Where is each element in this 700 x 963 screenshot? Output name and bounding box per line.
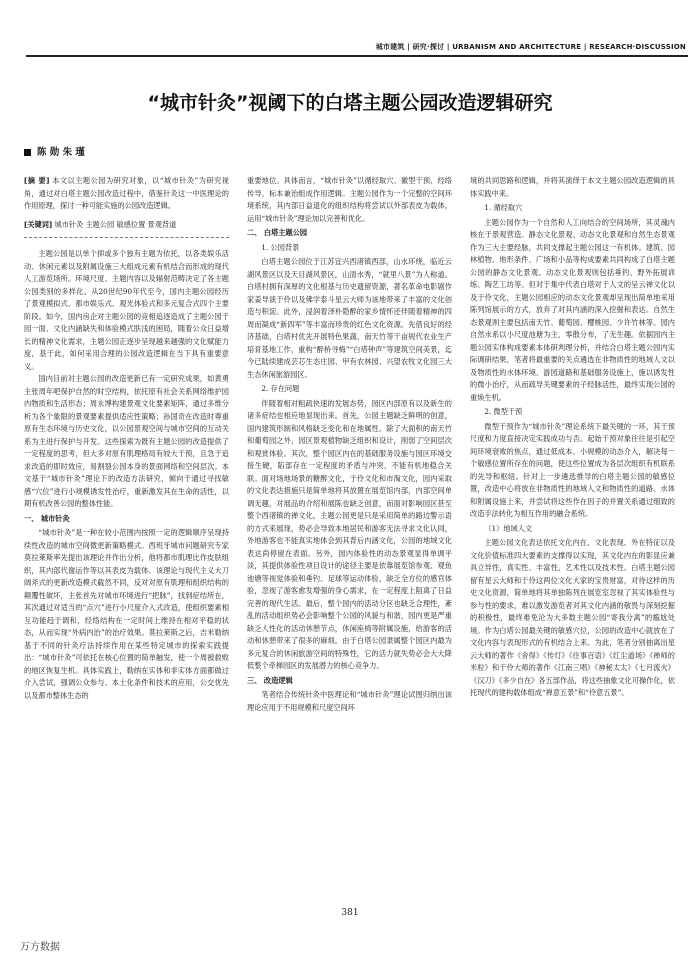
paragraph: 重要地位。具体而言，“城市针灸”以循经取穴、徽型干预、经络传导、标本兼治组成作用逻辑。主题公园作为一个完整的空间环境系统，其内部日益退化的组织结构将尝试以外部表皮为载体，运用“城市针灸”理论加以完善和优化。 bbox=[247, 176, 452, 223]
paragraph: 主题公园是以单个抑或多个独有主题为依托，以各类娱乐活动、休闲元素以及附属设施三大组成元素有机结合而形成的现代人工游览场所。环境尺度、主题内容以及辐射范畴决定了各主题公园类别的多样化。从20世纪90年代至今，国内主题公园经历了景观模拟式、都市娱乐式、观光体验式和多元复合式四个主要阶段。如今，国内房企对主题公园的竞相追逐造成了主题公园千园一面、文化内涵缺失和体验模式肤浅的困局，随着公众日益增长的精神文化需求，主题公园正逐步呈现越来越强的文化赋能力度，基于此，如何采用合理的公园改造逻辑在当下具有重要意义。 bbox=[24, 249, 229, 371]
square-bullet-icon bbox=[24, 149, 31, 156]
watermark: 万方数据 bbox=[20, 942, 60, 953]
keywords-text: 城市针灸 主题公园 敏感位置 景观背道 bbox=[54, 219, 177, 229]
subsection-heading: 2. 微型干预 bbox=[484, 407, 523, 416]
abstract-text: 本文以主题公园为研究对象，以“城市针灸”为研究视角，通过对白塔主题公园改造过程中，借鉴针灸这一中医理论的作用原理，探讨一种可能实施的公园改造逻辑。 bbox=[24, 176, 229, 210]
column-1 bbox=[24, 175, 229, 870]
paragraph: 微型干预作为“城市针灸”理论系统下最关键的一环，其干预尺度和力度直接决定实践成功与否。起始干预对象往往是引起空间环境衰败的焦点，通过低成本、小规模的动态介入，解决每一个敏感位置所存在的问题，使这些位置成为各层次组织有机联系的先导和枢纽。针对上一步遴选推导的白塔主题公园的敏感位置，改造中心将放在非物质性的地域人文和物质性的道路、水体和附属设施上来，并尝试将这些作在因子的并置关系通过细致的改造手法转化为相互作用的融合系统。 bbox=[470, 421, 675, 518]
abstract bbox=[24, 175, 229, 213]
header-rule bbox=[26, 55, 688, 57]
journal-header: 城市建筑 | 研究·探讨 | URBANISM AND ARCHITECTURE | RESEARCH·DISCUSSION bbox=[375, 43, 686, 51]
paragraph: 伴随着相对粗疏快速的发展态势，园区内部原有以及新生的诸多症结也相应地显现出来。首先，公园主题缺乏鲜明的创意，国内建筑形制和风格缺乏变化和在地属性。除了大面积的南天竹和葡萄园之外，园区景观植物缺乏组织和设计，削弱了空间层次和观赏体验。其次，整个园区内在的基础服务设施与园区环境交接生硬，陷部存在一定程度的矛盾与冲突，不能有机地稳合关联。面对场地场景的糖醉文化，于伶文化和市淘文化，园内采取的文化表达措施只是简单地将其放置在展览馆内部，内部空间单调无趣，对展品的介绍和展陈也缺乏创意，而面对影响园区甚至整个西渚镇的禅文化，主题公园更是只是采用简单的路边警示语的方式来展现，势必会导致本地居民和游客无法寻求文化认同，外地游客也不能真实地体会到其背后内涵文化，公园的地域文化表达尚停留在表面。另外，园内体验性的动态景观显得单调平淡，其提供体验性项目设计的途径主要是依靠展览馆参观、观鱼池塘等视觉体验和垂钓、足球等运动体验，缺乏全方位的感官体验，忽视了游客愈发增强的身心需求，在一定程度上阻离了日益完善的现代生活。最后，整个园内的活动分区也缺乏合理性，紊乱的活动组织势必会影响整个公园的风貌与和谐，园内更是严重缺乏人性化的活动休憩节点，休闲座椅等附属设施，给游客的活动和休憩带来了很多的麻烦。由于白塔公园隶属整个园区内最为多元复合的休闲旅游空间的特殊性，它的活力就失势必会大大降低整个牵梯园区的发展潜力的核心竞争力。 bbox=[247, 398, 452, 670]
column-3 bbox=[470, 175, 675, 870]
subsection-heading: 1. 循经取穴 bbox=[484, 203, 523, 212]
subsection-heading: 1. 公园背景 bbox=[261, 242, 300, 252]
paragraph: 境的共同思路和逻辑，并将其演绎于本文主题公园改造逻辑的具体实践中来。 bbox=[470, 176, 675, 198]
subsection-heading: 2. 存在问题 bbox=[261, 384, 300, 393]
subsection-heading: （1）地域人文 bbox=[484, 523, 533, 533]
page-number: 381 bbox=[341, 908, 359, 918]
keywords bbox=[24, 219, 229, 232]
article-title: “城市针灸”视阈下的白塔主题公园改造逻辑研究 bbox=[147, 92, 553, 114]
section-heading: 二、 白塔主题公园 bbox=[247, 228, 308, 237]
abstract-label: [摘 要] bbox=[24, 176, 50, 185]
author-names: 陈 勋 朱 瑾 bbox=[37, 147, 85, 158]
paragraph: 主题公园文化表达依托文化内在、文化表现、外在特征以及文化价值标准四大要素的支撑得以实现，其文化内在的影显应兼具立异性，真实性、丰富性、艺术性以及技术性。白塔主题公园留有星云大师和于伶这两位文化大家的宝贵财富，对待这样的历史文化资源，简单地将其单独陈列在展览室忽视了其实体验性与参与性的要求，难以激发游览者对其文化内涵的敬畏与深刻挖掘的积极性，最终难免沦为大多数主题公园“寄我分离”的尴尬处境。作为白塔公园最关键的敏感穴位，公园的改造中心就放在了文化内容与表现形式的有机结合上来。为此，笔者分别抽离出星云大师的著作《舍得》《传灯》《往事百语》《红尘道场》《禅师的米粒》和于伶大师的著作《江南三唱》《神秘太太》《七月流火》《汉刀》《多少自在》各五部作品，将这些抽象文化可操作化，依托现代的建构载体组成“禅意五景”和“伶意五景”。 bbox=[470, 538, 675, 697]
paragraph: 白塔主题公园位于江苏宜兴西渚镇西部，山水环绕，临近云湖风景区以及天目湖风景区，山清水秀，“就里八景”为人称道。白塔村拥有深厚的文化根基与历史遗留资源，著名革命电影剧作家姜导演于伶以及佛学泰斗星云大师为该地带来了丰富的文化创造与积淀。此外，浸润着泽朴隐醉的家乡情怀还伴随着精神的四周而凝成“新四军”等丰富而珍贵的红色文化资源。先借良好的经济基础，白塔村优先开展特色果蔬、南天竹等干亩规代农业生产培育基地工作，重构“醉桥寻梅”“白塔钟声”等建筑空间美景，迄今已陆续建成芸芯生态庄园、甲有农林园、兴望农牧文化园三大生态休闲旅游园区。 bbox=[247, 257, 452, 379]
keywords-label: [关键词] bbox=[24, 219, 53, 229]
paragraph: “城市针灸”是一种在较小范围内按照一定的逻辑顺序呈现持续性改造的城市空间微更新策略模式。西班牙城市问题研究专家莫拉莱斯率先提出该理论并作出分析，他将都市肌理比作皮肤组织，其内部代谢运作等以其表皮为载体。该理论与现代主义大刀阔斧式的更新改造模式截然不同，反对对原有肌理和组织结构的颠覆性破坏，主张首先对城市环境进行“把脉”，找到症结所在，其次通过对适当的“点穴”进行小尺度介入式改造，使组织要素相互功能趋于调和，经络结构在一定时间上维持在相对平稳的状态，从而实现“外病内治”的治疗效果。莫拉莱斯之后，吉米勒纳基于不同的针灸疗法持续作用在某些特定城市的探索实践提出：“城市针灸”可依托在核心位置的简单触发，使一个周被救败的地区恢复生机。具体实践上，勒纳在实体和非实体方面都做过介入尝试，强调公众参与、本土化条件和技术的应用，公交优先以及都市整体生态的 bbox=[24, 528, 229, 700]
abstract-box bbox=[24, 175, 229, 238]
paragraph: 笔者结合传统针灸中医理论和“城市针灸”理论试图归纳出该理论应用于不用规模和尺度空间环 bbox=[247, 690, 452, 712]
author-line bbox=[24, 144, 85, 158]
column-2 bbox=[247, 175, 452, 870]
section-heading: 三、 改造逻辑 bbox=[247, 675, 293, 685]
paragraph: 主题公园作为一个自然和人工向结合的空间场所，其灵魂内核在于景观营造。静态文化景观、动态文化景观和自然生态景观作为三大主要经脉，共同支撑起主题公园这一有机体。建筑、园林植物、地形条件、广场和小品等构成要素共同构成了白塔主题公园的静态文化景观。动态文化景观则包括垂钓、野外拓展训练、陶艺工坊等。但对于集中代表白塔对于人文的呈云禅文化以及于伶文化，主题公园相应的动态文化景观却呈现出简单地采用陈列馆展示的方式，放弃了对其内涵的深入挖掘和表达。自然生态景观则主要包括南天竹、葡萄园、樱桃园、少许竹林等。园内自然水系以小尺度池塘为主，零散分布，了无生趣。依据园内主题公园实体构成要素本体研判理分析，并结合白塔主题公园内实际调研结果，笔者将最重要的关点遴选在非物质性的地域人文以及物质性的水体环境、游园道路和基础服务设施上，施以诱发性的微小治疗，从而疏导关键要素的子经脉活性，最终实现公园的重焕生机。 bbox=[470, 217, 675, 402]
paragraph: 国内目前对主题公园的改造更新已有一定研究成果，如黄勇主张周年吧保护自然的时空结构，依托原有社会关系网络维护园内物质和生活形态；周永博构建景观文化要素矩阵，通过多维分析为各个象限的景观要素提供适应性策略；孙国奇在改造时尊重原有生态环境与历史文化，以公园景观空间与城市空间的互动关系为主进行保护与开发。这些探索为既有主题公园的改造提供了一定程度的思考，但大多对原有肌理格局有较大干预，且急于追求改造的即时效应，易割裂公园本身的景面网络和空间层次。本文基于“城市针灸”理论下的改造方法研究，倾向于通过寻找敏感“穴位”进行小规模诱发性治疗，重新激发其在生命的活性，以期有机改善公园的整体性能。 bbox=[24, 374, 229, 508]
section-heading: 一、 城市针灸 bbox=[24, 513, 70, 523]
